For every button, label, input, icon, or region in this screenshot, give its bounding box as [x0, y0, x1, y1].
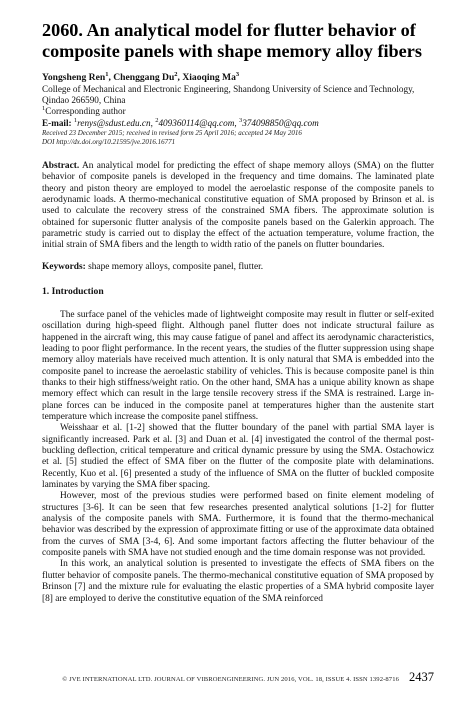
intro-paragraph: In this work, an analytical solution is presented to investigate the effects of SMA fibers on the flutter behavior of composite panels. The thermo-mechanical constitutive equation of SMA proposed by Brinson [7] and the mixture rule for evaluating the elastic properties of a SMA hybrid composite layer [8] are employed to derive the constitutive equation of the SMA reinforced	[42, 559, 434, 604]
keywords	[42, 262, 434, 273]
author-list: Yongsheng Ren$^1$, Chenggang Du$^2$, Xiaoqing Ma$^3$	[42, 70, 240, 83]
author-name: Chenggang Du	[113, 72, 175, 83]
intro-paragraph: However, most of the previous studies were performed based on finite element modeling of structures [3-6]. It can be seen that few researches presented analytical solutions [1-2] for flutter analysis of the composite panels with SMA. Furthermore, it is found that the thermo-mechanical behavior was described by the expression of approximate fitting or use of the approximate data obtained from the curves of SMA [3-4, 6]. And some important factors affecting the flutter behaviour of the composite panels with SMA have not studied enough and the time domain response was not provided.	[42, 491, 434, 559]
page-footer	[42, 670, 434, 684]
author-affiliation-mark: 3	[235, 70, 240, 78]
author-name: Yongsheng Ren	[42, 72, 106, 83]
corresponding-mark: 1	[42, 105, 46, 113]
received-dates: Received 23 December 2015; received in revised form 25 April 2016; accepted 24 May 2016	[42, 128, 302, 137]
email-line: E-mail: $^1$renys@sdust.edu.cn, $^2$409360114@qq.com, $^3$374098850@qq.com	[42, 116, 319, 128]
page-number: 2437	[409, 670, 434, 684]
keywords-label: Keywords:	[42, 261, 86, 272]
intro-paragraph: Weisshaar et al. [1-2] showed that the flutter boundary of the panel with partial SMA layer is significantly increased. Park et al. [3] and Duan et al. [4] investigated the control of the thermal post-buckling deflection, critical temperature and critical dynamic pressure by using the SMA. Ostachowicz et al. [5] studied the effect of SMA fiber on the flutter of the composite plate with delaminations. Recently, Kuo et al. [6] presented a study of the influence of SMA on the flutter of buckled composite laminates by varying the SMA fiber spacing.	[42, 423, 434, 491]
email-address[interactable]: 409360114@qq.com	[158, 117, 235, 128]
section-heading: 1. Introduction	[42, 285, 104, 297]
paper-content	[42, 20, 434, 605]
corresponding-label: Corresponding author	[45, 106, 126, 117]
paper-title: 2060. An analytical model for flutter behavior of composite panels with shape memory alloy fibers	[42, 20, 422, 61]
email-label: E-mail:	[42, 117, 72, 128]
abstract-text: An analytical model for predicting the effect of shape memory alloys (SMA) on the flutter behavior of composite panels is developed in the frequency and time domains. The laminated plate theory and piston theory are employed to model the aeroelastic response of the composite panels to aerodynamic loads. A thermo-mechanical constitutive equation of SMA proposed by Brinson et al. is used to calculate the recovery stress of the constrained SMA fibers. The approximate solution is obtained for supersonic flutter analysis of the composite panels based on the Galerkin approach. The parametric study is carried out to display the effect of the actuation temperature, volume fraction, the initial strain of SMA fibers and the length to width ratio of the panels on flutter boundaries.	[42, 160, 434, 251]
doi-link[interactable]: DOI http://dx.doi.org/10.21595/jve.2016.16771	[42, 137, 176, 146]
intro-paragraph: The surface panel of the vehicles made of lightweight composite may result in flutter or self-exited oscillation during high-speed flight. Although panel flutter does not indicate structural failure as happened in the aircraft wing, this may cause fatigue of panel and affect its aerodynamic characteristics, leading to poor flight performance. In the recent years, the studies of the flutter suppression using shape memory alloy materials have received much attention. It is only natural that SMA is embedded into the composite panel to increase the aeroelastic stability of vehicles. This is because composite panel is thin thanks to their high stiffness/weight ratio. On the other hand, SMA has a unique ability known as shape memory effect which can result in the large tensile recovery stress if the SMA is restrained. Large in-plane forces can be induced in the composite panel at temperatures higher than the austenite start temperature which increase the composite panel stiffness.	[42, 309, 434, 422]
author-name: Xiaoqing Ma	[182, 72, 236, 83]
abstract	[42, 161, 434, 252]
email-mark: 1	[73, 116, 78, 124]
email-address[interactable]: renys@sdust.edu.cn	[77, 117, 151, 128]
journal-citation: © JVE INTERNATIONAL LTD. JOURNAL OF VIBROENGINEERING. JUN 2016, VOL. 18, ISSUE 4. ISSN 1392-8716	[62, 676, 399, 683]
email-mark: 2	[155, 116, 159, 124]
email-mark: 3	[238, 116, 243, 124]
author-affiliation-mark: 1	[105, 70, 109, 78]
email-address[interactable]: 374098850@qq.com	[242, 117, 319, 128]
abstract-label: Abstract.	[42, 160, 80, 171]
author-affiliation-mark: 2	[174, 70, 178, 78]
keywords-text: shape memory alloys, composite panel, flutter.	[88, 261, 264, 272]
affiliation: College of Mechanical and Electronic Engineering, Shandong University of Science and Technology, Qindao 266590, China	[42, 84, 415, 106]
